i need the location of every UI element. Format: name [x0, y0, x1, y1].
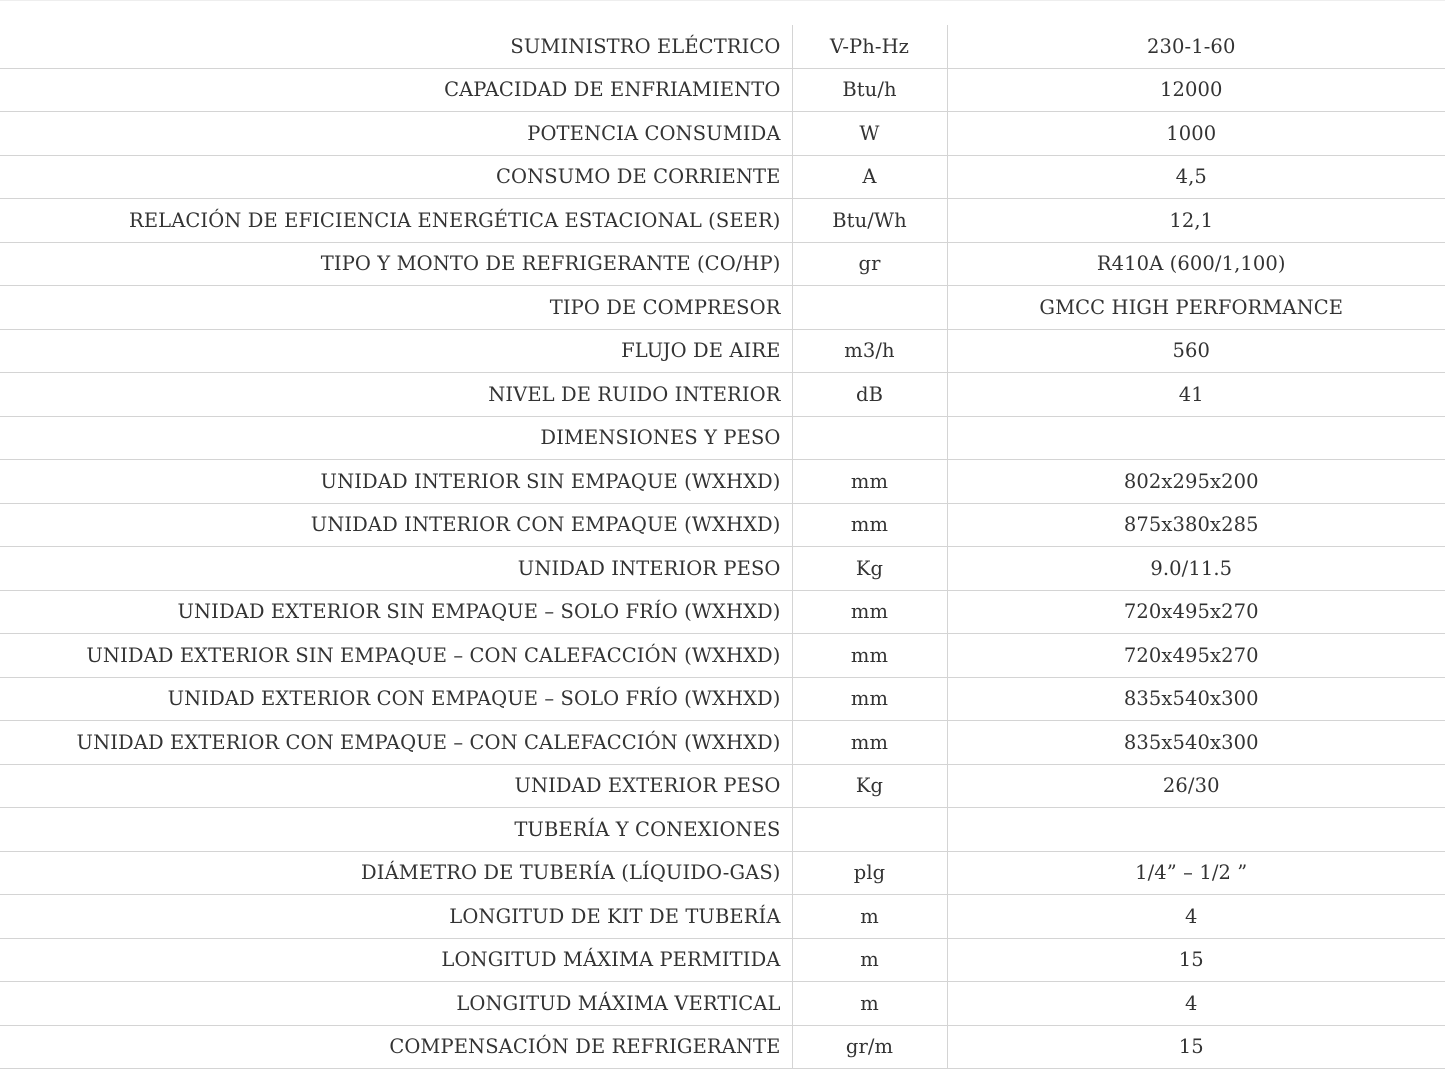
spec-label: TUBERÍA Y CONEXIONES	[0, 808, 792, 852]
spec-label: UNIDAD INTERIOR SIN EMPAQUE (WXHXD)	[0, 460, 792, 504]
spec-value: 4	[947, 895, 1445, 939]
spec-unit: gr/m	[792, 1025, 947, 1069]
spec-unit: Kg	[792, 764, 947, 808]
spec-value: 230-1-60	[947, 25, 1445, 68]
spec-value: 835x540x300	[947, 677, 1445, 721]
spec-label: UNIDAD EXTERIOR CON EMPAQUE – CON CALEFACCIÓN (WXHXD)	[0, 721, 792, 765]
table-row	[0, 242, 1445, 286]
spec-value: R410A (600/1,100)	[947, 242, 1445, 286]
spec-value: 720x495x270	[947, 590, 1445, 634]
spec-label: UNIDAD EXTERIOR PESO	[0, 764, 792, 808]
spec-unit	[792, 286, 947, 330]
top-divider	[0, 0, 1445, 1]
spec-unit: m	[792, 982, 947, 1026]
spec-unit: mm	[792, 677, 947, 721]
spec-label: LONGITUD MÁXIMA VERTICAL	[0, 982, 792, 1026]
spec-value: 1/4” – 1/2 ”	[947, 851, 1445, 895]
table-row	[0, 329, 1445, 373]
spec-unit: Btu/h	[792, 68, 947, 112]
table-row	[0, 25, 1445, 68]
spec-label: UNIDAD EXTERIOR SIN EMPAQUE – SOLO FRÍO (WXHXD)	[0, 590, 792, 634]
table-row	[0, 808, 1445, 852]
spec-label: DIÁMETRO DE TUBERÍA (LÍQUIDO-GAS)	[0, 851, 792, 895]
spec-value: 9.0/11.5	[947, 547, 1445, 591]
table-row	[0, 416, 1445, 460]
spec-value	[947, 416, 1445, 460]
spec-label: LONGITUD DE KIT DE TUBERÍA	[0, 895, 792, 939]
spec-unit: gr	[792, 242, 947, 286]
spec-unit	[792, 416, 947, 460]
spec-label: FLUJO DE AIRE	[0, 329, 792, 373]
spec-label: POTENCIA CONSUMIDA	[0, 112, 792, 156]
spec-label: LONGITUD MÁXIMA PERMITIDA	[0, 938, 792, 982]
spec-unit: plg	[792, 851, 947, 895]
spec-label: DIMENSIONES Y PESO	[0, 416, 792, 460]
spec-unit: m3/h	[792, 329, 947, 373]
spec-unit: V-Ph-Hz	[792, 25, 947, 68]
table-row	[0, 677, 1445, 721]
spec-label: CAPACIDAD DE ENFRIAMIENTO	[0, 68, 792, 112]
spec-value: 12000	[947, 68, 1445, 112]
spec-value: 875x380x285	[947, 503, 1445, 547]
spec-value	[947, 808, 1445, 852]
spec-unit: mm	[792, 460, 947, 504]
spec-value: 560	[947, 329, 1445, 373]
table-row	[0, 1025, 1445, 1069]
table-row	[0, 895, 1445, 939]
table-row	[0, 938, 1445, 982]
table-row	[0, 764, 1445, 808]
spec-label: UNIDAD EXTERIOR CON EMPAQUE – SOLO FRÍO (WXHXD)	[0, 677, 792, 721]
spec-unit	[792, 808, 947, 852]
spec-label: SUMINISTRO ELÉCTRICO	[0, 25, 792, 68]
table-row	[0, 68, 1445, 112]
spec-value: 26/30	[947, 764, 1445, 808]
spec-label: UNIDAD INTERIOR PESO	[0, 547, 792, 591]
spec-value: 835x540x300	[947, 721, 1445, 765]
spec-label: COMPENSACIÓN DE REFRIGERANTE	[0, 1025, 792, 1069]
spec-value: 720x495x270	[947, 634, 1445, 678]
table-row	[0, 155, 1445, 199]
table-row	[0, 199, 1445, 243]
spec-table	[0, 25, 1445, 1069]
table-row	[0, 286, 1445, 330]
spec-value: 4,5	[947, 155, 1445, 199]
spec-unit: dB	[792, 373, 947, 417]
spec-unit: A	[792, 155, 947, 199]
table-row	[0, 982, 1445, 1026]
table-row	[0, 590, 1445, 634]
table-row	[0, 503, 1445, 547]
table-row	[0, 373, 1445, 417]
table-row	[0, 851, 1445, 895]
spec-table-container	[0, 25, 1445, 1069]
spec-value: 15	[947, 1025, 1445, 1069]
spec-label: NIVEL DE RUIDO INTERIOR	[0, 373, 792, 417]
table-row	[0, 547, 1445, 591]
spec-label: TIPO Y MONTO DE REFRIGERANTE (CO/HP)	[0, 242, 792, 286]
spec-unit: W	[792, 112, 947, 156]
spec-unit: mm	[792, 721, 947, 765]
spec-label: TIPO DE COMPRESOR	[0, 286, 792, 330]
spec-label: RELACIÓN DE EFICIENCIA ENERGÉTICA ESTACIONAL (SEER)	[0, 199, 792, 243]
spec-label: CONSUMO DE CORRIENTE	[0, 155, 792, 199]
table-row	[0, 634, 1445, 678]
spec-unit: Btu/Wh	[792, 199, 947, 243]
spec-unit: Kg	[792, 547, 947, 591]
spec-label: UNIDAD EXTERIOR SIN EMPAQUE – CON CALEFACCIÓN (WXHXD)	[0, 634, 792, 678]
spec-value: GMCC HIGH PERFORMANCE	[947, 286, 1445, 330]
table-row	[0, 721, 1445, 765]
table-row	[0, 112, 1445, 156]
spec-value: 15	[947, 938, 1445, 982]
spec-value: 12,1	[947, 199, 1445, 243]
spec-unit: mm	[792, 590, 947, 634]
table-row	[0, 460, 1445, 504]
spec-value: 1000	[947, 112, 1445, 156]
spec-unit: mm	[792, 503, 947, 547]
spec-unit: mm	[792, 634, 947, 678]
spec-table-body	[0, 25, 1445, 1069]
spec-value: 41	[947, 373, 1445, 417]
spec-value: 802x295x200	[947, 460, 1445, 504]
spec-label: UNIDAD INTERIOR CON EMPAQUE (WXHXD)	[0, 503, 792, 547]
spec-unit: m	[792, 938, 947, 982]
spec-value: 4	[947, 982, 1445, 1026]
spec-unit: m	[792, 895, 947, 939]
